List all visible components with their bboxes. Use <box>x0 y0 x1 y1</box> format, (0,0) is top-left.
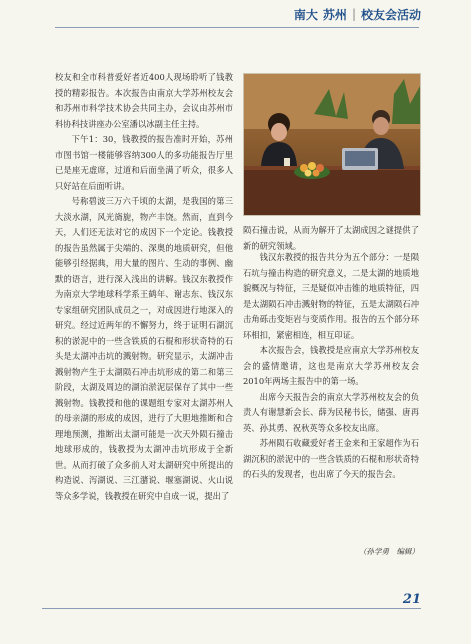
header-divider: | <box>351 7 356 21</box>
left-column <box>55 70 233 504</box>
paragraph: 本次报告会，钱教授是应南京大学苏州校友会的盛情邀请，这也是南京大学苏州校友会2010年两场主报告中的第一场。 <box>243 345 419 386</box>
top-rule <box>55 27 419 28</box>
right-column <box>243 250 419 483</box>
event-photo <box>243 73 421 216</box>
paragraph: 校友和全市科普爱好者近400人现场聆听了钱教授的精彩报告。本次报告由南京大学苏州校友会和苏州市科学技术协会共同主办，会议由苏州市科协科技讲座办公室潘以冰副主任主持。 <box>55 72 233 129</box>
magazine-brand: 南大 <box>293 7 318 22</box>
editor-signature: （孙学勇 编辑） <box>359 547 419 556</box>
paragraph: 陨石撞击说，从而为解开了太湖成因之谜提供了新的研究领域。 <box>243 225 419 251</box>
paragraph: 出席今天报告会的南京大学苏州校友会的负责人有谢慧新会长、薛为民秘书长，储强、唐再英、孙其勇、祝秋英等众多校友出席。 <box>243 391 419 433</box>
page-number: 21 <box>402 592 421 607</box>
paragraph: 苏州陨石收藏爱好者王金来和王家超作为石湖沉积的淤泥中的一些含铁质的石棍和形状奇特的石头的发现者，也出席了今天的报告会。 <box>243 438 419 479</box>
bottom-rule <box>42 608 421 609</box>
header-brand <box>294 6 421 22</box>
paragraph: 下午1：30，钱教授的报告准时开始，苏州市图书馆一楼能够容纳300人的多功能报告厅里已是座无虚席，过道和后面坐满了听众，很多人只好站在后面听讲。 <box>55 134 233 191</box>
logo-mark: 苏州 <box>322 7 347 22</box>
section-title: 校友会活动 <box>360 7 421 22</box>
paragraph: 钱汉东教授的报告共分为五个部分：一是陨石坑与撞击构造的研究意义，二是太湖的地质地貌概况与特征，三是疑似冲击锥的地质特征，四是太湖陨石冲击溅射物的特征，五是太湖陨石冲击角砾击变矩岩与变质作用。报告的五个部分环环相扣，紧密相连，相互印证。 <box>243 252 419 340</box>
paragraph: 号称碧波三万六千顷的太湖，是我国的第三大淡水湖，风光旖旎，物产丰饶。然而，直到今天，人们还无法对它的成因下一个定论。钱教授的报告虽然属于尖端的、深奥的地质研究，但他能够引经据典，用大量的图片、生动的事例、幽默的语言，进行深入浅出的讲解。钱汉东教授作为南京大学地球科学系王鹤年、谢志东、钱汉东专家组研究团队成员之一，对成因进行地深入的研究。经过近两年的不懈努力，终于证明石湖沉积的淤泥中的一些含铁质的石棍和形状奇特的石头是太湖冲击坑的溅射物。研究显示，太湖冲击溅射物产生于太湖陨石冲击坑形成的第二和第三阶段，太湖及周边的湖泊淤泥层保存了其中一些溅射物。钱教授和他的课题组专家对太湖苏州人的母亲湖的形成的成因，进行了大胆地推断和合理地预测，推断出太湖可能是一次天外陨石撞击地球形成的，钱教授为太湖冲击坑形成于全新世。从而打破了众多前人对太湖研究中所提出的构造说、泻湖说、三江潴说、堰塞湖说、火山说等众多学说，钱教授在研究中自成一说，提出了 <box>55 196 233 501</box>
